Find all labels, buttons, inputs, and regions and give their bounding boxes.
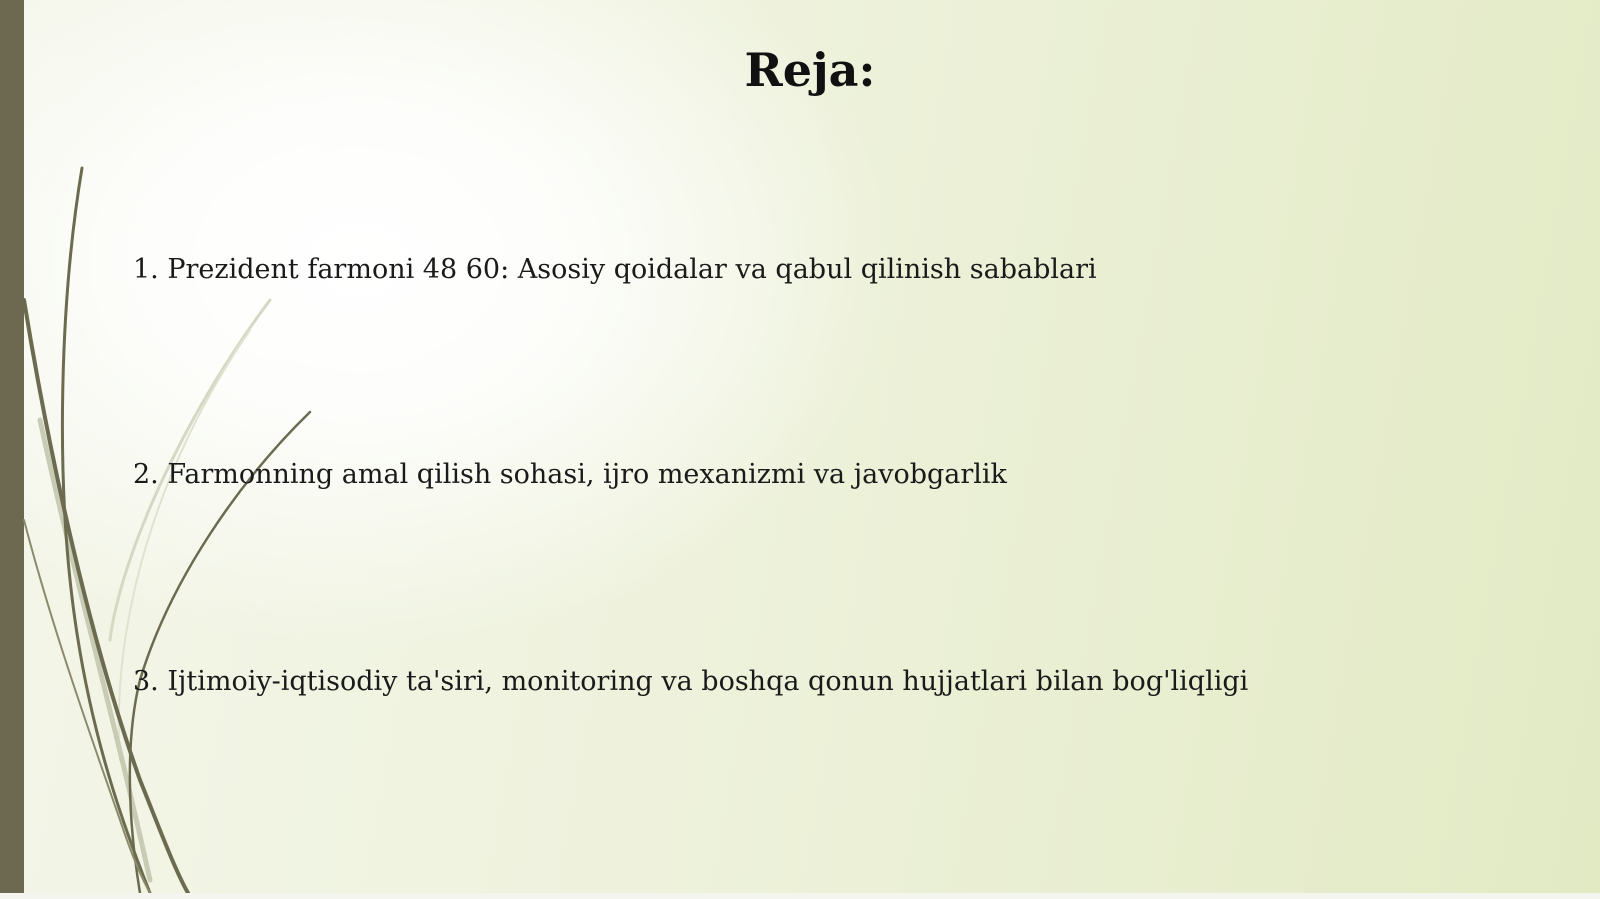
- grass-blade-left: [24, 300, 188, 893]
- plan-item-1: 1. Prezident farmoni 48 60: Asosiy qoidalar va qabul qilinish sabablari: [133, 254, 1097, 285]
- grass-blade-inner: [24, 520, 150, 893]
- grass-blades-decoration: [0, 0, 360, 899]
- slide-title: Reja:: [744, 43, 876, 97]
- plan-item-2: 2. Farmonning amal qilish sohasi, ijro mexanizmi va javobgarlik: [133, 459, 1007, 490]
- plan-item-3: 3. Ijtimoiy-iqtisodiy ta'siri, monitoring va boshqa qonun hujjatlari bilan bog'liqligi: [133, 666, 1249, 697]
- bottom-strip: [0, 893, 1600, 899]
